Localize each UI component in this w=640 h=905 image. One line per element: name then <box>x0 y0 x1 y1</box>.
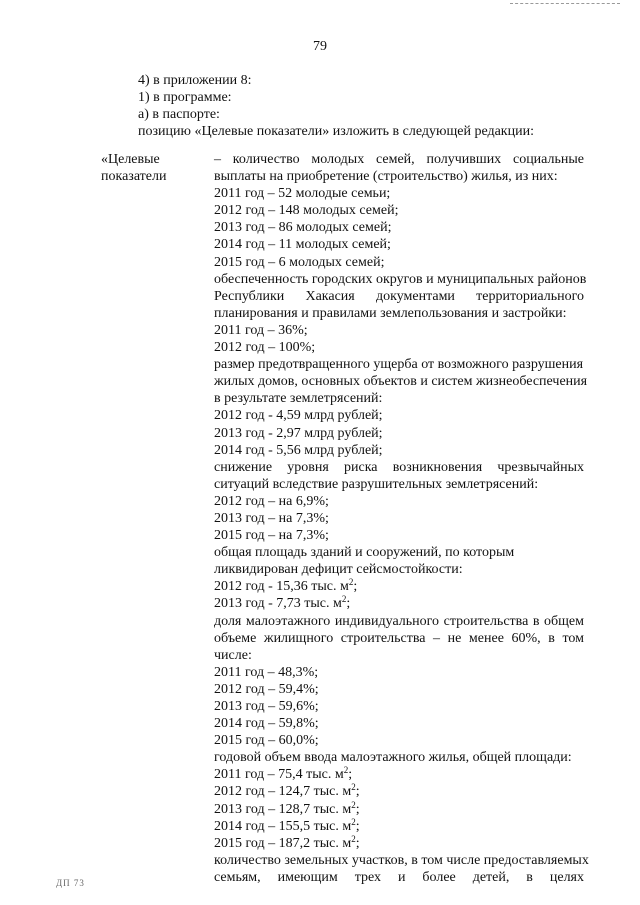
indicator-text: планирования и правилами землепользования и застройки: <box>214 305 567 321</box>
indicator-text: обеспеченность городских округов и муниципальных районов <box>214 271 587 287</box>
superscript: 2 <box>341 594 347 605</box>
indicator-text: 2013 год – 128,7 тыс. м <box>214 801 352 817</box>
indicator-line <box>214 202 584 219</box>
indicator-line <box>214 271 587 288</box>
scan-edge-mark <box>510 3 620 4</box>
indicator-line <box>214 459 584 476</box>
indicator-text: ситуаций вследствие разрушительных землетрясений: <box>214 476 539 492</box>
indicator-line <box>214 783 584 800</box>
indicator-suffix: ; <box>355 801 360 817</box>
indicator-line <box>214 236 584 253</box>
indicator-line <box>214 766 584 783</box>
indicator-text: семьям, имеющим трех и более детей, в целях <box>214 869 584 885</box>
intro-block <box>138 72 534 140</box>
superscript: 2 <box>351 799 356 810</box>
indicator-line <box>214 818 584 835</box>
indicator-line <box>214 647 584 664</box>
indicator-text: 2011 год – 52 молодые семьи; <box>214 186 391 202</box>
indicator-text: 2011 год – 48,3%; <box>214 664 319 680</box>
indicator-line <box>214 869 584 886</box>
indicator-line <box>214 356 584 373</box>
indicator-line <box>214 407 584 424</box>
indicators-text <box>214 151 589 886</box>
indicator-text: доля малоэтажного индивидуального строительства в общем <box>214 613 584 629</box>
indicator-text: 2013 год – 59,6%; <box>214 699 319 714</box>
indicator-text: 2015 год – 6 молодых семей; <box>214 254 385 270</box>
intro-line: 4) в приложении 8: <box>138 73 252 88</box>
indicator-line <box>214 681 584 698</box>
indicator-line <box>214 339 584 356</box>
indicator-line <box>214 442 584 459</box>
superscript: 2 <box>348 577 354 588</box>
indicator-text: 2015 год – на 7,3%; <box>214 528 329 544</box>
indicator-text: 2013 год – 86 молодых семей; <box>214 220 392 236</box>
indicator-line <box>214 322 584 339</box>
indicator-text: 2014 год – 59,8%; <box>214 716 319 732</box>
indicator-line <box>214 835 584 852</box>
indicator-text: Республики Хакасия документами территориального <box>214 288 584 304</box>
intro-line: позицию «Целевые показатели» изложить в следующей редакции: <box>138 124 534 139</box>
indicator-text: 2012 год – 100%; <box>214 340 316 356</box>
indicator-line <box>214 168 584 185</box>
superscript: 2 <box>351 816 356 827</box>
indicator-text: объеме жилищного строительства – не менее 60%, в том <box>214 630 584 646</box>
indicator-line <box>214 219 584 236</box>
indicator-line <box>214 664 584 681</box>
indicator-text: ликвидирован дефицит сейсмостойкости: <box>214 562 463 578</box>
indicator-line <box>214 732 584 749</box>
indicator-suffix: ; <box>355 835 360 851</box>
indicator-line <box>214 185 584 202</box>
indicator-text: в результате землетрясений: <box>214 391 383 407</box>
indicator-text: 2013 год - 2,97 млрд рублей; <box>214 425 383 441</box>
indicator-text: – количество молодых семей, получивших социальные <box>214 152 584 167</box>
indicator-text: жилых домов, основных объектов и систем жизнеобеспечения <box>214 374 588 390</box>
indicator-text: общая площадь зданий и сооружений, по которым <box>214 545 515 561</box>
indicator-suffix: ; <box>353 579 358 595</box>
indicator-line <box>214 715 584 732</box>
indicator-line <box>214 305 584 322</box>
indicator-text: 2015 год – 187,2 тыс. м <box>214 835 352 851</box>
indicator-text: 2012 год – на 6,9%; <box>214 493 329 509</box>
indicator-text: 2012 год – 124,7 тыс. м <box>214 784 352 800</box>
superscript: 2 <box>351 833 356 844</box>
indicator-line <box>214 476 584 493</box>
indicator-line <box>214 151 584 168</box>
indicator-text: 2014 год - 5,56 млрд рублей; <box>214 442 383 458</box>
indicator-text: 2012 год – 148 молодых семей; <box>214 203 399 219</box>
indicator-line <box>214 510 584 527</box>
indicator-line <box>214 527 584 544</box>
indicator-text: 2012 год – 59,4%; <box>214 681 319 697</box>
indicator-line <box>214 544 584 561</box>
indicator-line <box>214 561 584 578</box>
indicator-text: 2011 год – 75,4 тыс. м <box>214 767 344 783</box>
indicator-line <box>214 373 588 390</box>
indicator-suffix: ; <box>355 784 360 800</box>
indicator-line <box>214 578 584 595</box>
label-line: показатели <box>101 169 167 184</box>
indicator-text: 2011 год – 36%; <box>214 322 308 338</box>
footer-mark: ДП 73 <box>56 878 85 888</box>
indicator-line <box>214 425 584 442</box>
indicator-text: 2012 год - 15,36 тыс. м <box>214 579 349 595</box>
label-line: «Целевые <box>101 152 160 167</box>
indicator-text: 2014 год – 155,5 тыс. м <box>214 818 352 834</box>
indicator-text: 2014 год – 11 молодых семей; <box>214 237 391 253</box>
page-number: 79 <box>313 39 327 54</box>
indicator-line <box>214 630 584 647</box>
indicator-text: 2012 год - 4,59 млрд рублей; <box>214 408 383 424</box>
intro-line: 1) в программе: <box>138 90 232 105</box>
indicator-suffix: ; <box>348 767 353 783</box>
indicator-text: 2015 год – 60,0%; <box>214 733 319 749</box>
indicator-text: выплаты на приобретение (строительство) жилья, из них: <box>214 169 558 185</box>
indicator-suffix: ; <box>346 596 351 612</box>
indicator-line <box>214 613 584 630</box>
indicator-line <box>214 493 584 510</box>
indicator-text: снижение уровня риска возникновения чрезвычайных <box>214 459 584 475</box>
intro-line: а) в паспорте: <box>138 107 220 122</box>
indicator-line <box>214 254 584 271</box>
indicator-suffix: ; <box>355 818 360 834</box>
indicator-text: размер предотвращенного ущерба от возможного разрушения <box>214 357 584 373</box>
superscript: 2 <box>351 782 356 793</box>
indicator-line <box>214 801 584 818</box>
indicator-text: количество земельных участков, в том числе предоставляемых <box>214 852 589 868</box>
indicator-text: 2013 год – на 7,3%; <box>214 510 329 526</box>
indicator-line <box>214 852 589 869</box>
indicator-text: числе: <box>214 647 252 663</box>
position-label <box>101 151 167 185</box>
superscript: 2 <box>343 765 349 776</box>
indicator-line <box>214 595 584 612</box>
indicator-line <box>214 390 584 407</box>
indicator-line <box>214 698 584 715</box>
indicator-text: годовой объем ввода малоэтажного жилья, общей площади: <box>214 750 572 766</box>
indicator-text: 2013 год - 7,73 тыс. м <box>214 596 342 612</box>
indicator-line <box>214 288 584 305</box>
indicator-line <box>214 749 584 766</box>
